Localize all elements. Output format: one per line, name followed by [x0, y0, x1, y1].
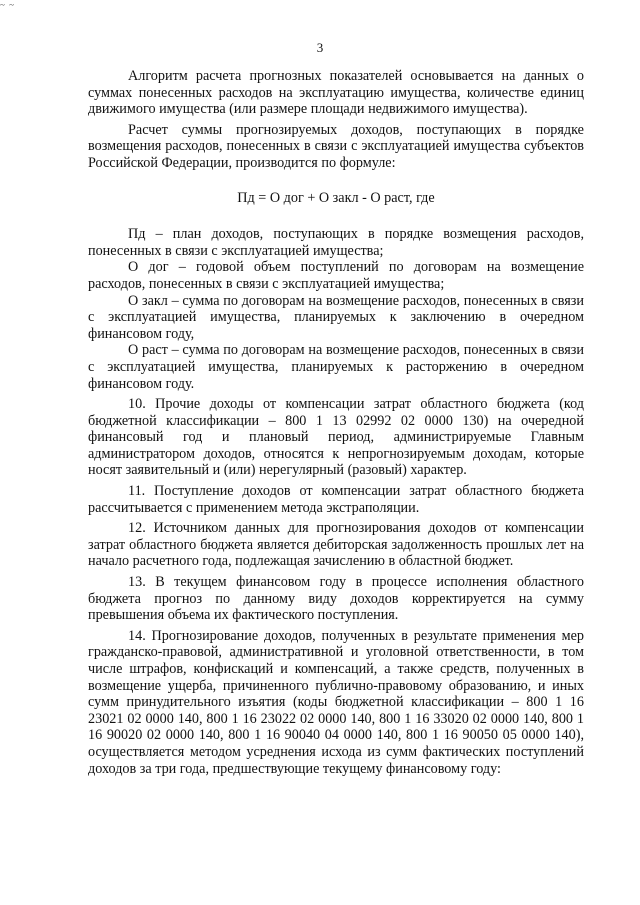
paragraph-algorithm: Алгоритм расчета прогнозных показателей основывается на данных о суммах понесенных расходов на эксплуатацию имущества, количестве единиц движимого имущества (или размере площади недвижимого имущества).	[88, 68, 584, 118]
page-number: 3	[316, 40, 324, 55]
document-body	[88, 68, 584, 777]
definition-o-zakl: О закл – сумма по договорам на возмещение расходов, понесенных в связи с эксплуатацией имущества, планируемых к заключению в очередном финансовом году,	[88, 292, 584, 342]
definition-o-rast: О раст – сумма по договорам на возмещение расходов, понесенных в связи с эксплуатацией имущества, планируемых к расторжению в очередном финансовом году.	[88, 342, 584, 392]
paragraph-calculation: Расчет суммы прогнозируемых доходов, поступающих в порядке возмещения расходов, понесенных в связи с эксплуатацией имущества субъектов Российской Федерации, производится по формуле:	[88, 121, 584, 171]
paragraph-item-11: 11. Поступление доходов от компенсации затрат областного бюджета рассчитывается с применением метода экстраполяции.	[88, 483, 584, 516]
paragraph-item-14: 14. Прогнозирование доходов, полученных в результате применения мер гражданско-правовой, административной и уголовной ответственности, в том числе штрафов, конфискаций и компенсаций, а также средств, полученных в возмещение ущерба, причиненного публично-правовому образованию, и иных сумм принудительного изъятия (коды бюджетной классификации – 800 1 16 23021 02 0000 140, 800 1 16 23022 02 0000 140, 800 1 16 33020 02 0000 140, 800 1 16 90020 02 0000 140, 800 1 16 90040 04 0000 140, 800 1 16 90050 05 0000 140), осуществляется методом усреднения исхода из сумм фактических поступлений доходов за три года, предшествующие текущему финансовому году:	[88, 627, 584, 777]
paragraph-item-13: 13. В текущем финансовом году в процессе исполнения областного бюджета прогноз по данному виду доходов корректируется на сумму превышения объема их фактического поступления.	[88, 574, 584, 624]
scan-corner-mark: ~ ~	[0, 0, 15, 10]
definition-pd: Пд – план доходов, поступающих в порядке возмещения расходов, понесенных в связи с эксплуатацией имущества;	[88, 226, 584, 259]
paragraph-item-10: 10. Прочие доходы от компенсации затрат областного бюджета (код бюджетной классификации – 800 1 13 02992 02 0000 130) на очередной финансовый год и плановый период, администрируемые Главным администратором доходов, относятся к непрогнозируемым доходам, которые носят заявительный и (или) нерегулярный (разовый) характер.	[88, 396, 584, 479]
paragraph-item-12: 12. Источником данных для прогнозирования доходов от компенсации затрат областного бюджета является дебиторская задолженность прошлых лет на начало расчетного года, подлежащая зачислению в областной бюджет.	[88, 520, 584, 570]
definition-o-dog: О дог – годовой объем поступлений по договорам на возмещение расходов, понесенных в связи с эксплуатацией имущества;	[88, 259, 584, 292]
formula: Пд = О дог + О закл - О раст, где	[237, 189, 435, 206]
